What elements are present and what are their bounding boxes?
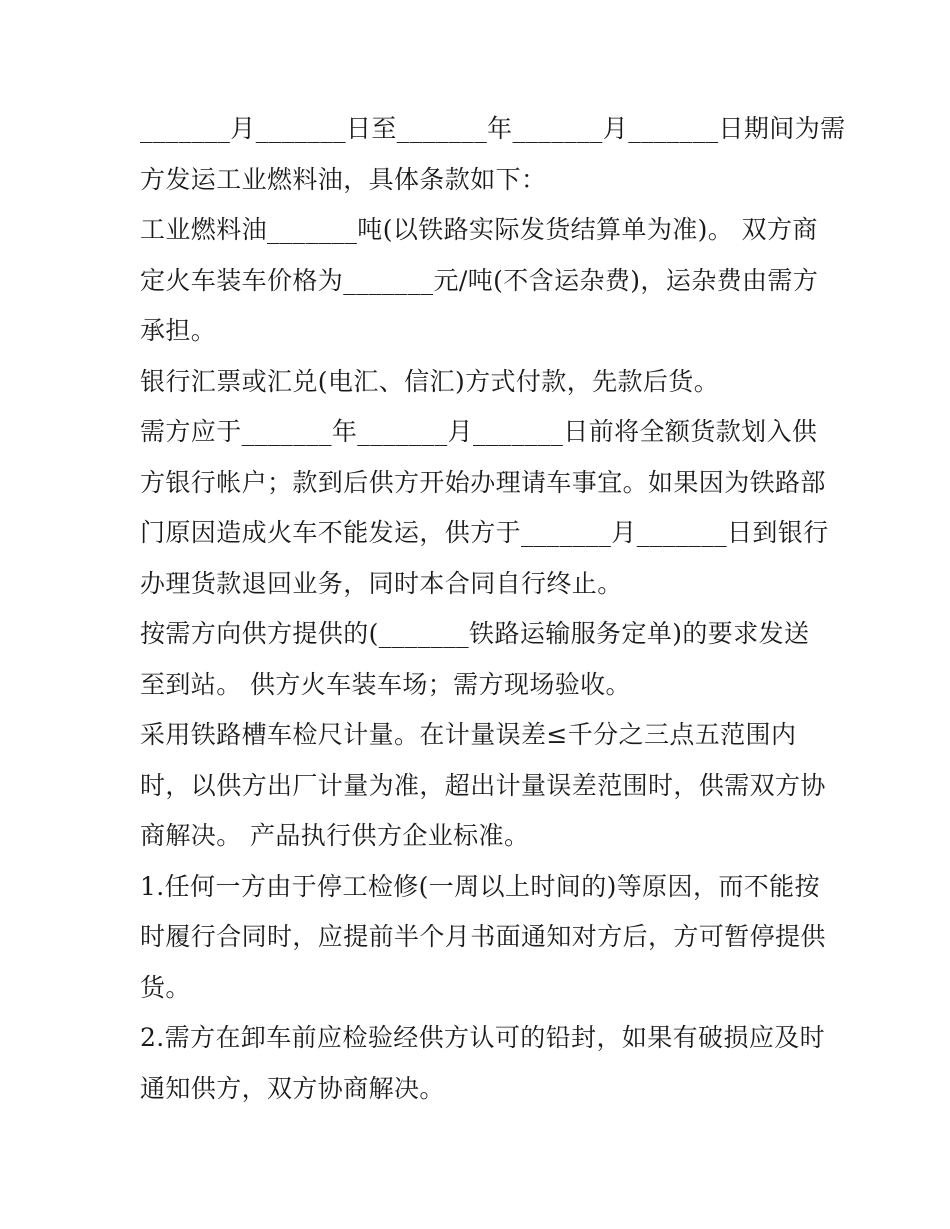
text-line: 采用铁路槽车检尺计量。在计量误差≤千分之三点五范围内 [140, 720, 797, 749]
text-line: 至到站。 供方火车装车场；需方现场验收。 [140, 669, 631, 699]
text-line: 商解决。 产品执行供方企业标准。 [140, 821, 530, 850]
text-line: 2.需方在卸车前应检验经供方认可的铅封，如果有破损应及时 [140, 1023, 826, 1052]
text-line: 银行汇票或汇兑(电汇、信汇)方式付款，先款后货。 [140, 366, 720, 396]
text-line: 时履行合同时，应提前半个月书面通知对方后，方可暂停提供 [140, 922, 826, 951]
text-line: 方银行帐户；款到后供方开始办理请车事宜。如果因为铁路部 [140, 467, 826, 497]
text-line: 通知供方，双方协商解决。 [140, 1073, 445, 1103]
document-body [140, 104, 846, 1114]
text-line: 工业燃料油_______吨(以铁路实际发货结算单为准)。 双方商 [140, 215, 818, 244]
text-line: 办理货款退回业务，同时本合同自行终止。 [140, 568, 623, 598]
text-line: 货。 [140, 972, 191, 1002]
text-line: 1.任何一方由于停工检修(一周以上时间的)等原因，而不能按 [140, 871, 820, 901]
text-line: 方发运工业燃料油，具体条款如下： [140, 164, 547, 194]
text-line: 门原因造成火车不能发运，供方于_______月_______日到银行 [140, 518, 829, 547]
text-line: 定火车装车价格为_______元/吨(不含运杂费)，运杂费由需方 [140, 265, 819, 295]
text-line: 时，以供方出厂计量为准，超出计量误差范围时，供需双方协 [140, 770, 826, 800]
text-line: 需方应于_______年_______月_______日前将全额货款划入供 [140, 417, 818, 446]
text-line: 承担。 [140, 316, 217, 345]
text-line: 按需方向供方提供的(_______铁路运输服务定单)的要求发送 [140, 619, 810, 648]
text-line: _______月_______日至_______年_______月_______日期间为需 [140, 114, 846, 143]
